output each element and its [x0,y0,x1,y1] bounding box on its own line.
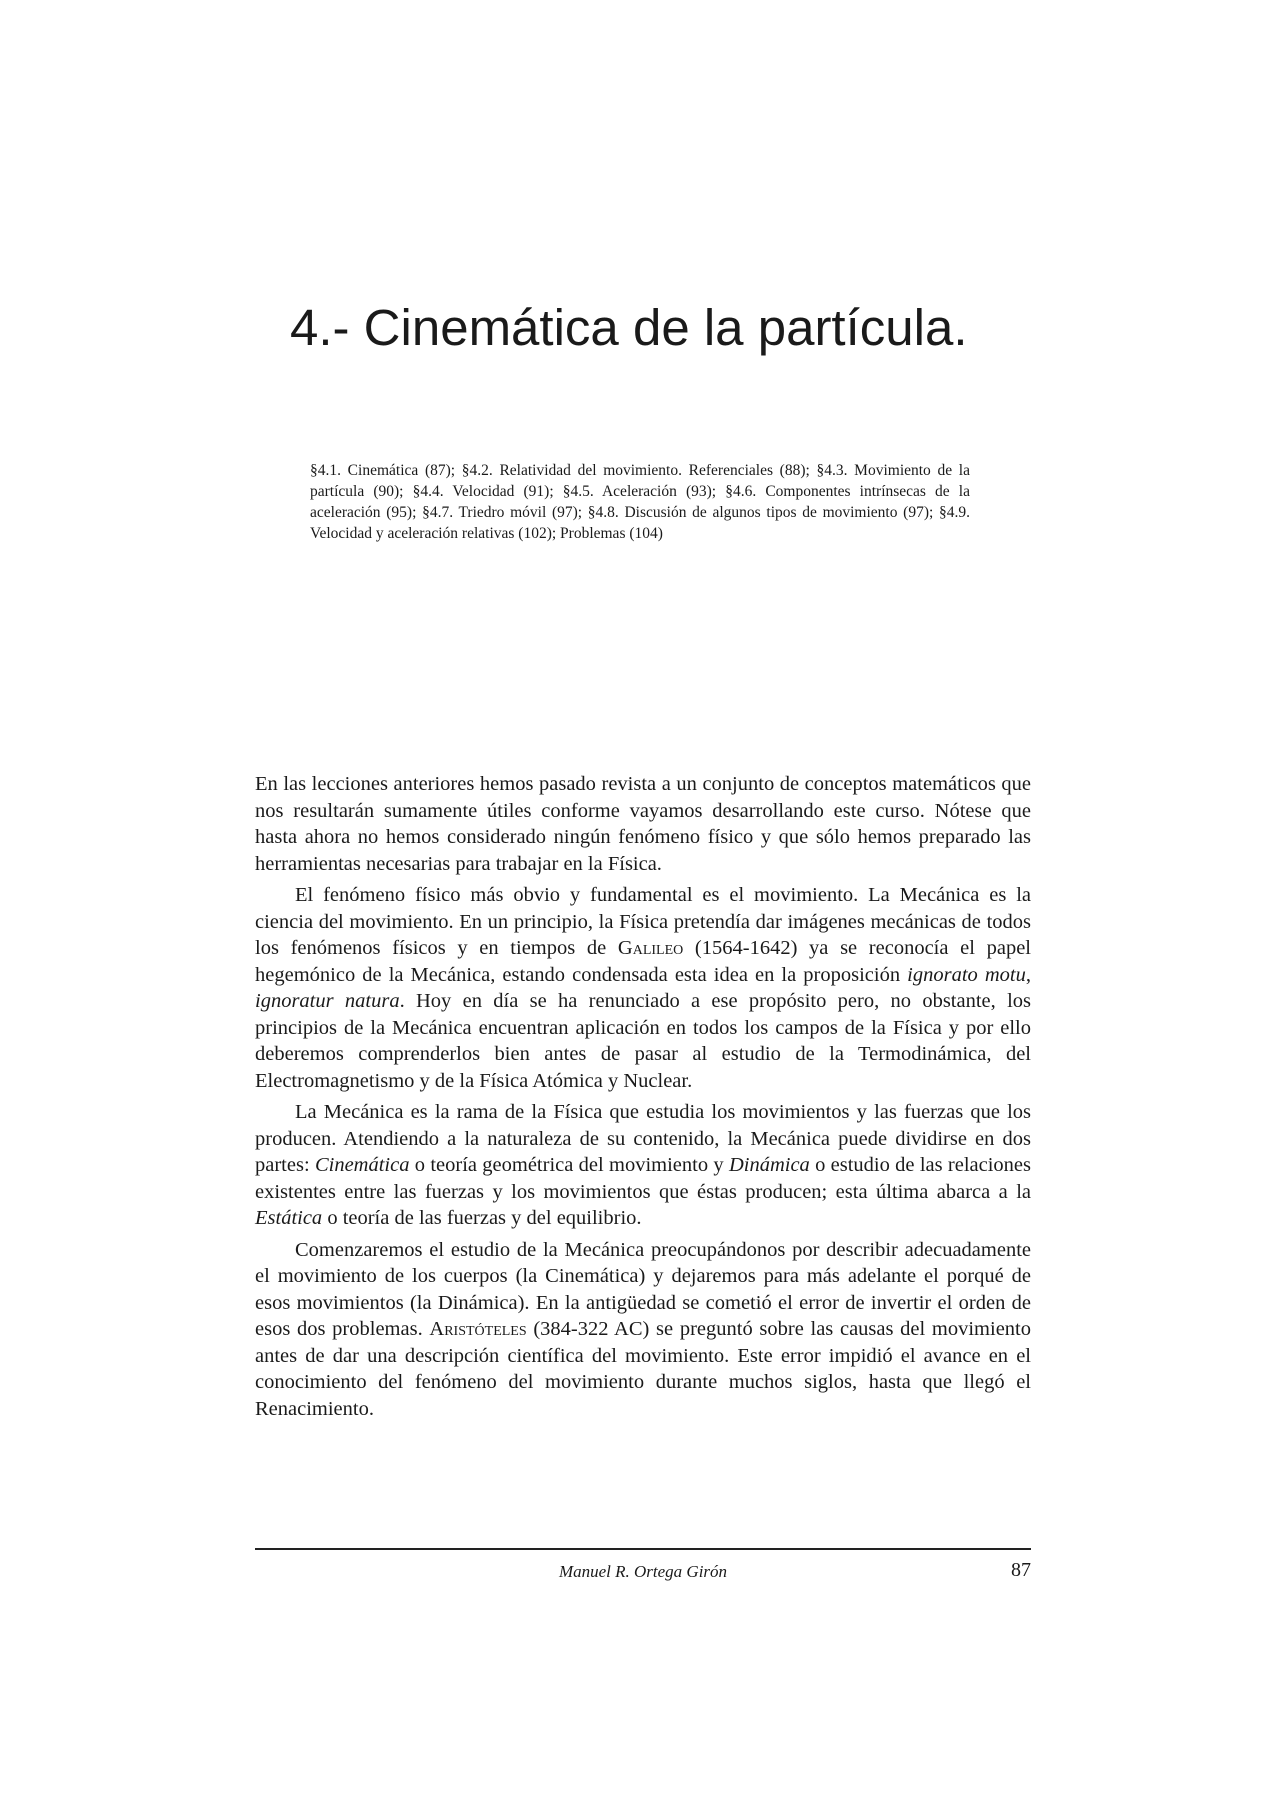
paragraph-3-text-d: o teoría de las fuerzas y del equilibrio. [322,1207,642,1229]
page-number: 87 [1011,1559,1031,1581]
footer-divider [255,1548,1031,1550]
paragraph-3-text-c: o estudio de las relaciones existentes entre las fuerzas y los movimientos que éstas producen; esta última abarca a la [255,1154,1031,1203]
chapter-contents: §4.1. Cinemática (87); §4.2. Relatividad del movimiento. Referenciales (88); §4.3. Movimiento de la partícula (90); §4.4. Velocidad (91); §4.5. Aceleración (93); §4.6. Componentes intrínsecas de la aceleración (95); §4.7. Triedro móvil (97); §4.8. Discusión de algunos tipos de movimiento (97); §4.9. Velocidad y aceleración relativas (102); Problemas (104) [310,462,970,542]
body-text [255,771,1031,1427]
paragraph-2-text-d: . Hoy en día se ha renunciado a ese propósito pero, no obstante, los principios de la Mecánica encuentran aplicación en todos los campos de la Física y por ello deberemos comprenderlos bien antes de pasar al estudio de la Termodinámica, del Electromagnetismo y de la Física Atómica y Nuclear. [255,990,1031,1092]
name-galileo: Galileo [617,937,684,959]
paragraph-3-text-a: La Mecánica es la rama de la Física que estudia los movimientos y las fuerzas que los producen. Atendiendo a la naturaleza de su contenido, la Mecánica puede dividirse en dos partes: [255,1101,1031,1176]
footer-author: Manuel R. Ortega Girón [558,1562,728,1581]
term-dinamica: Dinámica [728,1154,810,1176]
latin-phrase-1: ignorato motu [907,963,1026,986]
name-aristoteles: Aristóteles [429,1318,527,1340]
paragraph-2-text-a: El fenómeno físico más obvio y fundamental es el movimiento. La Mecánica es la ciencia del movimiento. En un principio, la Física pretendía dar imágenes mecánicas de todos los fenómenos físicos y en tiempos de [255,884,1031,959]
paragraph-4 [255,1237,1031,1423]
chapter-title: 4.- Cinemática de la partícula. [290,299,968,356]
term-cinematica: Cinemática [314,1154,410,1176]
paragraph-3-text-b: o teoría geométrica del movimiento y [409,1154,729,1176]
term-estatica: Estática [255,1207,323,1229]
paragraph-2-text-b: (1564-1642) ya se reconocía el papel hegemónico de la Mecánica, estando condensada esta idea en la proposición [255,937,1031,986]
latin-phrase-2: ignoratur natura [255,990,400,1012]
paragraph-2 [255,882,1031,1094]
paragraph-1: En las lecciones anteriores hemos pasado revista a un conjunto de conceptos matemáticos que nos resultarán sumamente útiles conforme vayamos desarrollando este curso. Nótese que hasta ahora no hemos considerado ningún fenómeno físico y que sólo hemos preparado las herramientas necesarias para trabajar en la Física. [255,773,1031,875]
paragraph-2-text-c: , [1025,963,1031,986]
paragraph-3 [255,1099,1031,1232]
paragraph-4-text-a: Comenzaremos el estudio de la Mecánica preocupándonos por describir adecuadamente el movimiento de los cuerpos (la Cinemática) y dejaremos para más adelante el porqué de esos movimientos (la Dinámica). En la antigüedad se cometió el error de invertir el orden de esos dos problemas. [255,1238,1031,1340]
paragraph-4-text-b: (384-322 AC) se preguntó sobre las causas del movimiento antes de dar una descripción científica del movimiento. Este error impidió el avance en el conocimiento del fenómeno del movimiento durante muchos siglos, hasta que llegó el Renacimiento. [255,1318,1031,1420]
